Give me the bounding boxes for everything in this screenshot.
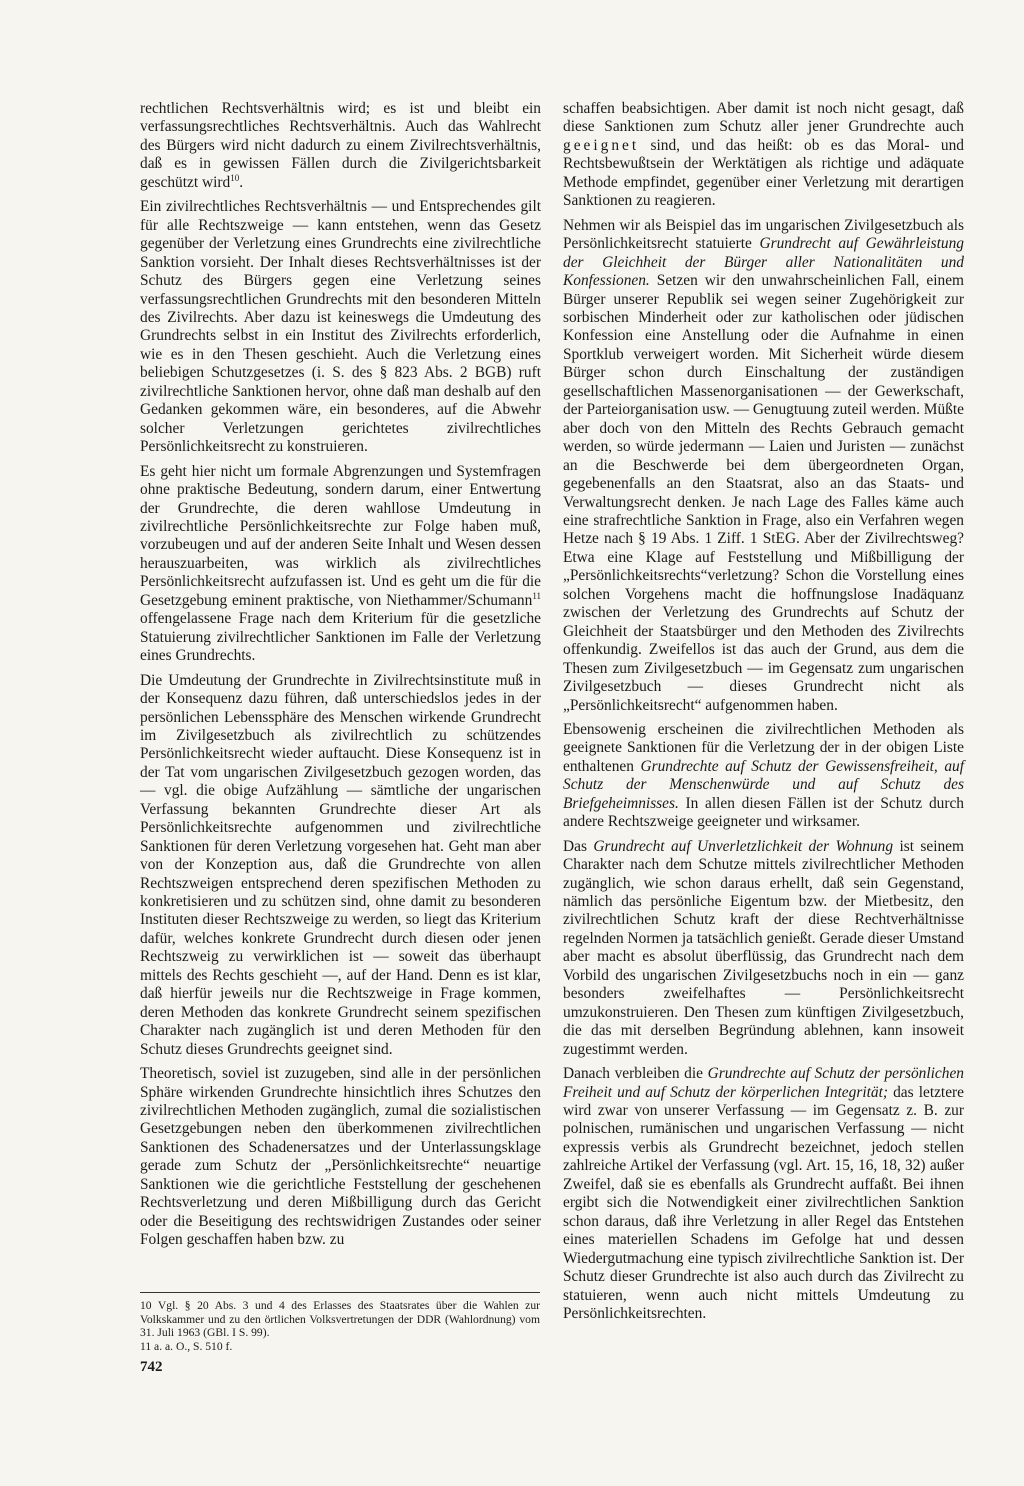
paragraph-text: Ebensowenig erscheinen die zivilrechtlichen Methoden als geeignete Sanktionen für die Verletzung der in der obigen Liste enthaltenen xyxy=(563,720,964,775)
paragraph xyxy=(140,463,541,666)
paragraph xyxy=(140,100,541,192)
paragraph-text: das letztere wird zwar von unserer Verfassung — im Gegensatz z. B. zur polnischen, rumänischen und ungarischen Verfassung — nicht expressis verbis als Grundrecht bezeichnet, jedoch stellen zahlreiche Artikel der Verfassung (vgl. Art. 15, 16, 18, 32) außer Zweifel, daß sie es ebenfalls als Grundrecht auffaßt. Bei ihnen ergibt sich die Notwendigkeit einer zivilrechtlichen Sanktion schon daraus, daß ihre Verletzung in aller Regel das Entstehen eines materiellen Schadens im Gefolge hat und dessen Wiedergutmachung eine typisch zivilrechtliche Sanktion ist. Der Schutz dieser Grundrechte ist also auch durch das Zivilrecht zu statuieren, wenn auch nicht mittels Umdeutung zu Persönlichkeitsrechten. xyxy=(563,1083,964,1322)
spaced-emphasis: geeignet xyxy=(563,136,640,154)
paragraph xyxy=(563,1065,964,1323)
right-column xyxy=(563,100,964,1329)
paragraph-text: offengelassene Frage nach dem Kriterium für die gesetzliche Statuierung zivilrechtlicher Sanktionen im Falle der Verletzung eines Grundrechts. xyxy=(140,610,541,665)
paragraph-text: schaffen beabsichtigen. Aber damit ist noch nicht gesagt, daß diese Sanktionen zum Schutz aller jener Grundrechte auch xyxy=(563,100,964,136)
paragraph-text: In allen diesen Fällen ist der Schutz durch andere Rechtszweige geeigneter und wirksamer. xyxy=(563,794,964,831)
italic-emphasis: Grundrecht auf Gewährleistung der Gleichheit der Bürger aller Nationalitäten und Konfessionen. xyxy=(563,235,964,290)
footnote-ref: 10 xyxy=(230,172,240,183)
italic-emphasis: Grundrechte auf Schutz der Gewissensfreiheit, auf Schutz der Menschenwürde und auf Schutz des Briefgeheimnisses. xyxy=(563,757,964,812)
footnote-ref: 11 xyxy=(532,590,541,601)
paragraph-text: rechtlichen Rechtsverhältnis wird; es ist und bleibt ein verfassungsrechtliches Rechtsverhältnis. Auch das Wahlrecht des Bürgers wird nicht dadurch zu einem Zivilrechtsverhältnis, daß es in gewissen Fällen durch die Zivilgerichtsbarkeit geschützt wird xyxy=(140,100,541,191)
footnote-10: 10 Vgl. § 20 Abs. 3 und 4 des Erlasses des Staatsrates über die Wahlen zur Volkskammer und zu den örtlichen Volksvertretungen der DDR (Wahlordnung) vom 31. Juli 1963 (GBl. I S. 99). xyxy=(140,1299,540,1339)
page-number: 742 xyxy=(140,1359,163,1375)
footnote-11: 11 a. a. O., S. 510 f. xyxy=(140,1339,233,1353)
italic-emphasis: Grundrechte auf Schutz der persönlichen Freiheit und auf Schutz der körperlichen Integrität; xyxy=(563,1065,964,1101)
paragraph: Die Umdeutung der Grundrechte in Zivilrechtsinstitute muß in der Konsequenz dazu führen, daß unterschiedslos jedes in der persönlichen Lebenssphäre des Menschen wirkende Grundrecht im Zivilgesetzbuch als zivilrechtlich zu schützendes Persönlichkeitsrecht wieder auftaucht. Diese Konsequenz ist in der Tat vom ungarischen Zivilgesetzbuch gezogen worden, das — vgl. die obige Aufzählung — sämtliche der ungarischen Verfassung bekannten Grundrechte dieser Art als Persönlichkeitsrechte aufgenommen und zivilrechtliche Sanktionen für deren Verletzung vorgesehen hat. Geht man aber von der Konzeption aus, daß die Grundrechte von allen Rechtszweigen entsprechend deren spezifischen Methoden zu konkretisieren und zu schützen sind, ohne damit zu besonderen Instituten dieser Rechtszweige zu werden, so liegt das Kriterium dafür, welches konkrete Grundrecht durch diesen oder jenen Rechtszweig zu verwirklichen ist — soweit das überhaupt mittels des Rechts geschieht —, auf der Hand. Denn es ist klar, daß hierfür jeweils nur die Rechtszweige in Frage kommen, deren Methoden das konkrete Grundrecht seinem spezifischen Charakter nach zugänglich ist und deren Methoden für den Schutz dieses Grundrechts geeignet sind. xyxy=(140,671,541,1058)
paragraph-text: sind, und das heißt: ob es das Moral- und Rechtsbewußtsein der Werktätigen als richtige und adäquate Methode empfindet, gegenüber einer Verletzung mit derartigen Sanktionen zu reagieren. xyxy=(563,136,964,210)
paragraph xyxy=(563,838,964,1059)
paragraph-text: Es geht hier nicht um formale Abgrenzungen und Systemfragen ohne praktische Bedeutung, sondern darum, einer Entwertung der Grundrechte, die deren wahllose Umdeutung in zivilrechtliche Persönlichkeitsrechte zur Folge haben muß, vorzubeugen und auf der anderen Seite Inhalt und Wesen dessen herauszuarbeiten, was wirklich als zivilrechtliches Persönlichkeitsrecht aufzufassen ist. Und es geht um die für die Gesetzgebung eminent praktische, von Niethammer/Schumann xyxy=(140,462,541,609)
paragraph-text: Danach verbleiben die xyxy=(563,1065,708,1083)
footnotes xyxy=(140,1292,540,1353)
paragraph xyxy=(563,217,964,715)
left-column xyxy=(140,100,541,1256)
paragraph xyxy=(563,100,964,211)
paragraph-text: Das xyxy=(563,837,594,855)
paragraph-text: Nehmen wir als Beispiel das im ungarischen Zivilgesetzbuch als Persönlichkeitsrecht statuierte xyxy=(563,216,964,253)
paragraph: Theoretisch, soviel ist zuzugeben, sind alle in der persönlichen Sphäre wirkenden Grundrechte hinsichtlich ihres Schutzes den zivilrechtlichen Methoden zugänglich, zumal die sozialistischen Gesetzgebungen neben den überkommenen zivilrechtlichen Sanktionen des Schadenersatzes und der Unterlassungsklage gerade zum Schutz der „Persönlichkeitsrechte“ neuartige Sanktionen wie die gerichtliche Feststellung der geschehenen Rechtsverletzung und deren Mißbilligung durch das Gericht oder die Beseitigung des rechtswidrigen Zustandes oder seiner Folgen geschaffen haben bzw. zu xyxy=(140,1065,541,1249)
italic-emphasis: Grundrecht auf Unverletzlichkeit der Wohnung xyxy=(593,837,894,855)
paragraph-text: . xyxy=(239,173,244,191)
paragraph xyxy=(563,721,964,832)
paragraph: Ein zivilrechtliches Rechtsverhältnis — und Entsprechendes gilt für alle Rechtszweige — kann entstehen, wenn das Gesetz gegenüber der Verletzung eines Grundrechts eine zivilrechtliche Sanktion vorsieht. Der Inhalt dieses Rechtsverhältnisses ist der Schutz des Bürgers gegen eine Verletzung seines verfassungsrechtlichen Grundrechts mit den besonderen Mitteln des Zivilrechts. Aber dazu ist keineswegs die Umdeutung des Grundrechts selbst in ein Institut des Zivilrechts erforderlich, wie es in den Thesen geschieht. Auch die Verletzung eines beliebigen Schutzgesetzes (i. S. des § 823 Abs. 2 BGB) ruft zivilrechtliche Sanktionen hervor, ohne daß man deshalb auf den Gedanken gekommen wäre, ein besonderes, auf die Abwehr solcher Verletzungen gerichtetes zivilrechtliches Persönlichkeitsrecht zu konstruieren. xyxy=(140,198,541,456)
paragraph-text: ist seinem Charakter nach dem Schutze mittels zivilrechtlicher Methoden zugänglich, wie schon daraus erhellt, daß sein Gegenstand, nämlich das persönliche Eigentum bzw. der Mietbesitz, den zivilrechtlichen Schutz kraft der diese Rechtverhältnisse regelnden Normen ja tatsächlich genießt. Gerade dieser Umstand aber macht es absolut überflüssig, das Grundrecht nach dem Vorbild des ungarischen Zivilgesetzbuchs noch in ein — ganz besonders zweifelhaftes — Persönlichkeitsrecht umzukonstruieren. Den Thesen zum künftigen Zivilgesetzbuch, die das mit derselben Begründung ablehnen, kann insoweit zugestimmt werden. xyxy=(563,837,964,1058)
paragraph-text: Setzen wir den unwahrscheinlichen Fall, einem Bürger unserer Republik sei wegen seiner Zugehörigkeit zur sorbischen Minderheit oder zur katholischen oder jüdischen Konfession eine Anstellung oder die Aufnahme in einen Sportklub verweigert worden. Mit Sicherheit würde diesem Bürger schon durch Einschaltung der zuständigen gesellschaftlichen Massenorganisationen — der Gewerkschaft, der Parteiorganisation usw. — Genugtuung zuteil werden. Müßte aber doch von den Mitteln des Rechts Gebrauch gemacht werden, so würde jedermann — Laien und Juristen — zunächst an die Beschwerde bei dem übergeordneten Organ, gegebenenfalls an den Staatsrat, also an das Staats- und Verwaltungsrecht denken. Je nach Lage des Falles käme auch eine strafrechtliche Sanktion in Frage, also ein Verfahren wegen Hetze nach § 19 Abs. 1 Ziff. 1 StEG. Aber der Zivilrechtsweg? Etwa eine Klage auf Feststellung und Mißbilligung der „Persönlichkeitsrechts“verletzung? Schon die Vorstellung eines solchen Vorgehens macht die hoffnungslose Inadäquanz zwischen der Verletzung des Grundrechts auf Schutz der Gleichheit der Staatsbürger und den Methoden des Zivilrechts offenkundig. Zweifellos ist das auch der Grund, aus dem die Thesen zum Zivilgesetzbuch — im Gegensatz zum ungarischen Zivilgesetzbuch — dieses Grundrecht nicht als „Persönlichkeitsrecht“ aufgenommen haben. xyxy=(563,272,964,714)
